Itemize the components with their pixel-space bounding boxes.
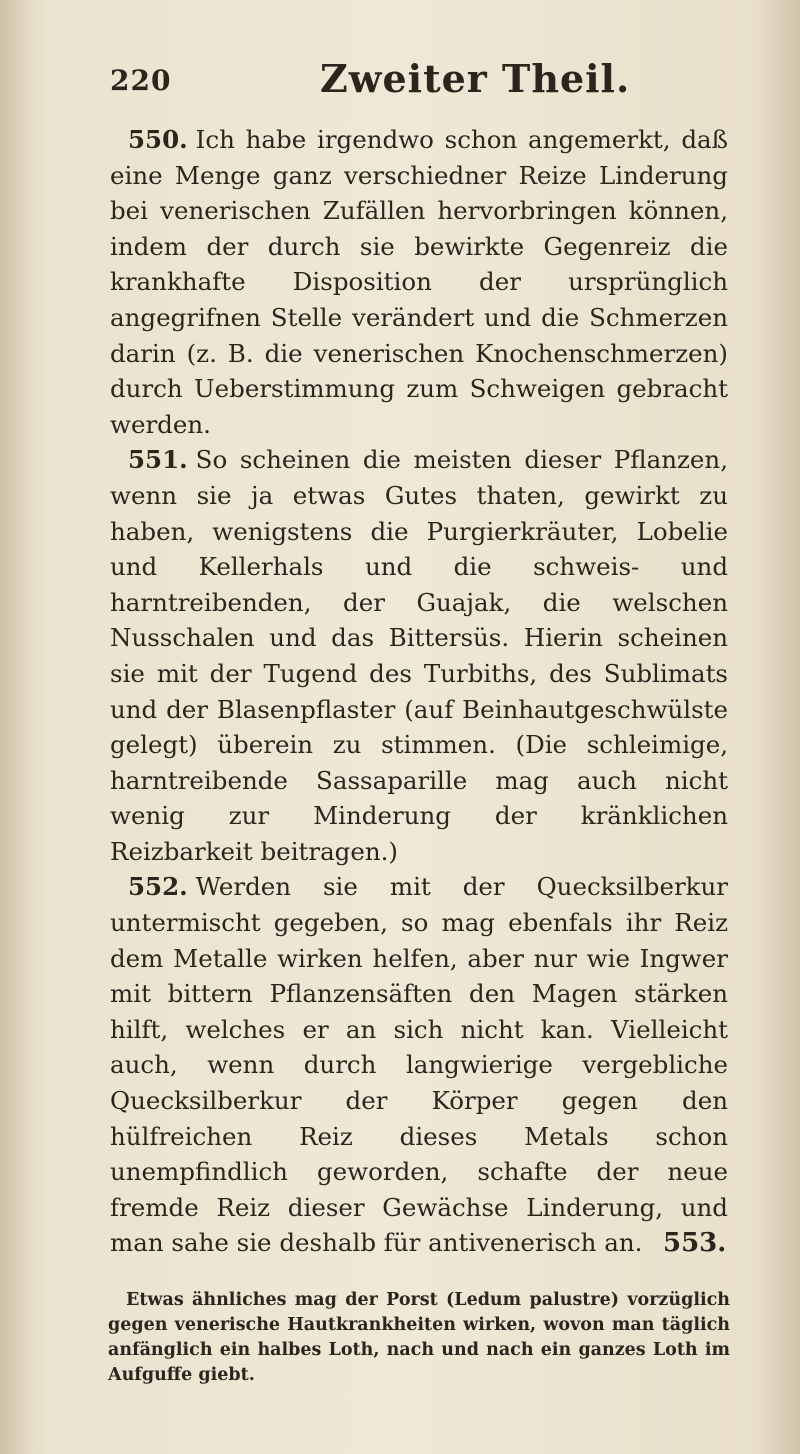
page-gutter-shadow [0,0,30,1454]
page-number: 220 [110,64,172,97]
paragraph-552 [110,869,728,1261]
section-number: 551. [128,445,188,475]
paragraph-text: Werden sie mit der Quecksilberkur untermischt gegeben, so mag ebenfals ihr Reiz dem Metalle wirken helfen, aber nur wie Ingwer mit bittern Pflanzensäften den Magen stärken hilft, welches er an sich nicht kan. Vielleicht auch, wenn durch langwierige vergebliche Quecksilberkur der Körper gegen den hülfreichen Reiz dieses Metals schon unempfindlich geworden, schafte der neue fremde Reiz dieser Gewächse Linderung, und man sahe sie deshalb für antivenerisch an. [110,872,728,1258]
paragraph-text: So scheinen die meisten dieser Pflanzen, wenn sie ja etwas Gutes thaten, gewirkt zu haben, wenigstens die Purgierkräuter, Lobelie und Kellerhals und die schweis- und harntreibenden, der Guajak, die welschen Nusschalen und das Bittersüs. Hierin scheinen sie mit der Tugend des Turbiths, des Sublimats und der Blasenpflaster (auf Beinhautgeschwülste gelegt) überein zu stimmen. (Die schleimige, harntreibende Sassaparille mag auch nicht wenig zur Minderung der kränklichen Reizbarkeit beitragen.) [110,445,728,866]
paragraph-551 [110,442,728,869]
paragraph-text: Ich habe irgendwo schon angemerkt, daß eine Menge ganz verschiedner Reize Linderung bei venerischen Zufällen hervorbringen können, indem der durch sie bewirkte Gegenreiz die krankhafte Disposition der ursprünglich angegrifnen Stelle verändert und die Schmerzen darin (z. B. die venerischen Knochenschmerzen) durch Ueberstimmung zum Schweigen gebracht werden. [110,125,728,439]
paragraph-550 [110,122,728,442]
page-edge-shadow [760,0,800,1454]
footnote: Etwas ähnliches mag der Porst (Ledum palustre) vorzüglich gegen venerische Hautkrankheiten wirken, wovon man täglich anfänglich ein halbes Loth, nach und nach ein ganzes Loth im Aufguffe giebt. [108,1290,730,1385]
page-header [0,22,800,101]
section-number: 552. [128,872,188,902]
section-number: 550. [128,125,188,154]
running-head: Zweiter Theil. [320,56,631,101]
next-section-number: 553. [663,1228,727,1258]
page-body [110,122,728,1261]
